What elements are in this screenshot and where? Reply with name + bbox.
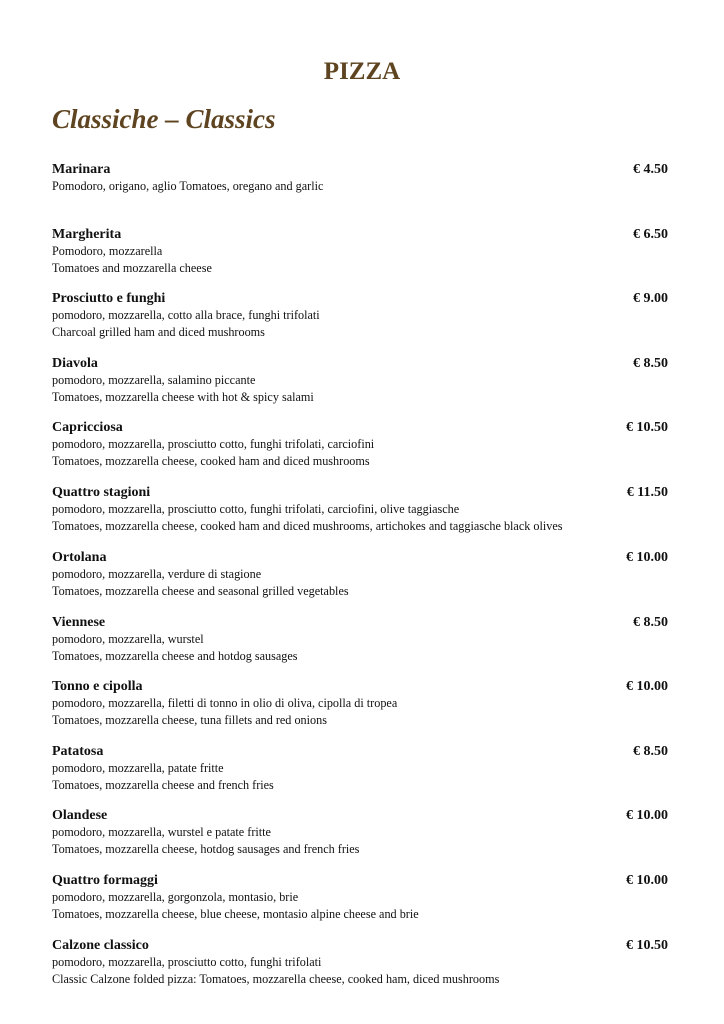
- menu-item: [52, 937, 668, 987]
- menu-item: [52, 614, 668, 664]
- menu-item: [52, 419, 668, 469]
- item-description-it: pomodoro, mozzarella, prosciutto cotto, funghi trifolati, carciofini: [52, 437, 375, 451]
- item-description-it: pomodoro, mozzarella, prosciutto cotto, funghi trifolati: [52, 955, 322, 969]
- page-title: [0, 58, 724, 86]
- item-price: € 4.50: [633, 162, 668, 177]
- item-name: Prosciutto e funghi: [52, 291, 166, 306]
- item-description-en: Classic Calzone folded pizza: Tomatoes, mozzarella cheese, cooked ham, diced mushrooms: [52, 971, 500, 986]
- menu-item: [52, 355, 668, 405]
- menu-item: [52, 290, 668, 340]
- menu-item: [52, 161, 668, 195]
- item-description-en: Tomatoes, mozzarella cheese and french fries: [52, 777, 274, 792]
- item-name: Diavola: [52, 356, 98, 371]
- item-description-it: pomodoro, mozzarella, prosciutto cotto, funghi trifolati, carciofini, olive taggiasche: [52, 502, 460, 516]
- item-description-en: Tomatoes, mozzarella cheese, blue cheese, montasio alpine cheese and brie: [52, 906, 419, 921]
- item-price: € 10.00: [626, 550, 668, 565]
- menu-item: [52, 743, 668, 793]
- item-name: Quattro stagioni: [52, 485, 151, 500]
- item-price: € 10.50: [626, 938, 668, 953]
- item-price: € 10.00: [626, 873, 668, 888]
- item-price: € 11.50: [626, 485, 668, 500]
- item-description-it: pomodoro, mozzarella, patate fritte: [52, 761, 224, 775]
- menu-item: [52, 678, 668, 728]
- item-description-en: Tomatoes, mozzarella cheese with hot & spicy salami: [52, 389, 314, 404]
- item-name: Marinara: [52, 162, 111, 177]
- item-description-it: pomodoro, mozzarella, filetti di tonno in olio di oliva, cipolla di tropea: [52, 696, 398, 710]
- menu-item: [52, 484, 668, 534]
- item-name: Ortolana: [52, 550, 107, 565]
- item-name: Capricciosa: [52, 420, 123, 435]
- item-description-en: Tomatoes, mozzarella cheese and hotdog sausages: [52, 648, 298, 663]
- item-description-it: Pomodoro, origano, aglio Tomatoes, oregano and garlic: [52, 179, 324, 193]
- item-description-it: pomodoro, mozzarella, wurstel e patate fritte: [52, 825, 271, 839]
- item-price: € 10.50: [626, 420, 668, 435]
- menu-item: [52, 549, 668, 599]
- item-name: Patatosa: [52, 744, 104, 759]
- item-name: Calzone classico: [52, 938, 149, 953]
- item-price: € 8.50: [633, 615, 668, 630]
- item-price: € 8.50: [633, 744, 668, 759]
- item-price: € 9.00: [633, 291, 668, 306]
- item-description-it: pomodoro, mozzarella, gorgonzola, montasio, brie: [52, 890, 299, 904]
- item-price: € 8.50: [633, 356, 668, 371]
- item-name: Tonno e cipolla: [52, 679, 143, 694]
- item-description-it: pomodoro, mozzarella, wurstel: [52, 632, 204, 646]
- menu-item: [52, 807, 668, 857]
- item-name: Olandese: [52, 808, 108, 823]
- item-description-en: Tomatoes and mozzarella cheese: [52, 260, 212, 275]
- item-description-en: Tomatoes, mozzarella cheese and seasonal grilled vegetables: [52, 583, 349, 598]
- item-price: € 10.00: [626, 808, 668, 823]
- item-description-it: pomodoro, mozzarella, salamino piccante: [52, 373, 256, 387]
- item-name: Viennese: [52, 615, 106, 630]
- item-description-it: Pomodoro, mozzarella: [52, 244, 163, 258]
- item-description-en: Tomatoes, mozzarella cheese, tuna fillets and red onions: [52, 712, 327, 727]
- menu-item: [52, 226, 668, 276]
- item-description-en: Tomatoes, mozzarella cheese, hotdog sausages and french fries: [52, 841, 360, 856]
- menu-item: [52, 872, 668, 922]
- item-description-it: pomodoro, mozzarella, verdure di stagione: [52, 567, 262, 581]
- item-description-en: Tomatoes, mozzarella cheese, cooked ham and diced mushrooms: [52, 453, 370, 468]
- item-description-it: pomodoro, mozzarella, cotto alla brace, funghi trifolati: [52, 308, 320, 322]
- page-title-text: PIZZA: [323, 58, 401, 85]
- item-price: € 6.50: [633, 227, 668, 242]
- item-name: Quattro formaggi: [52, 873, 158, 888]
- item-description-en: Tomatoes, mozzarella cheese, cooked ham and diced mushrooms, artichokes and taggiasche black olives: [52, 518, 563, 533]
- item-price: € 10.00: [626, 679, 668, 694]
- item-name: Margherita: [52, 227, 122, 242]
- item-description-en: Charcoal grilled ham and diced mushrooms: [52, 324, 265, 339]
- section-title: Classiche – Classics: [52, 104, 276, 134]
